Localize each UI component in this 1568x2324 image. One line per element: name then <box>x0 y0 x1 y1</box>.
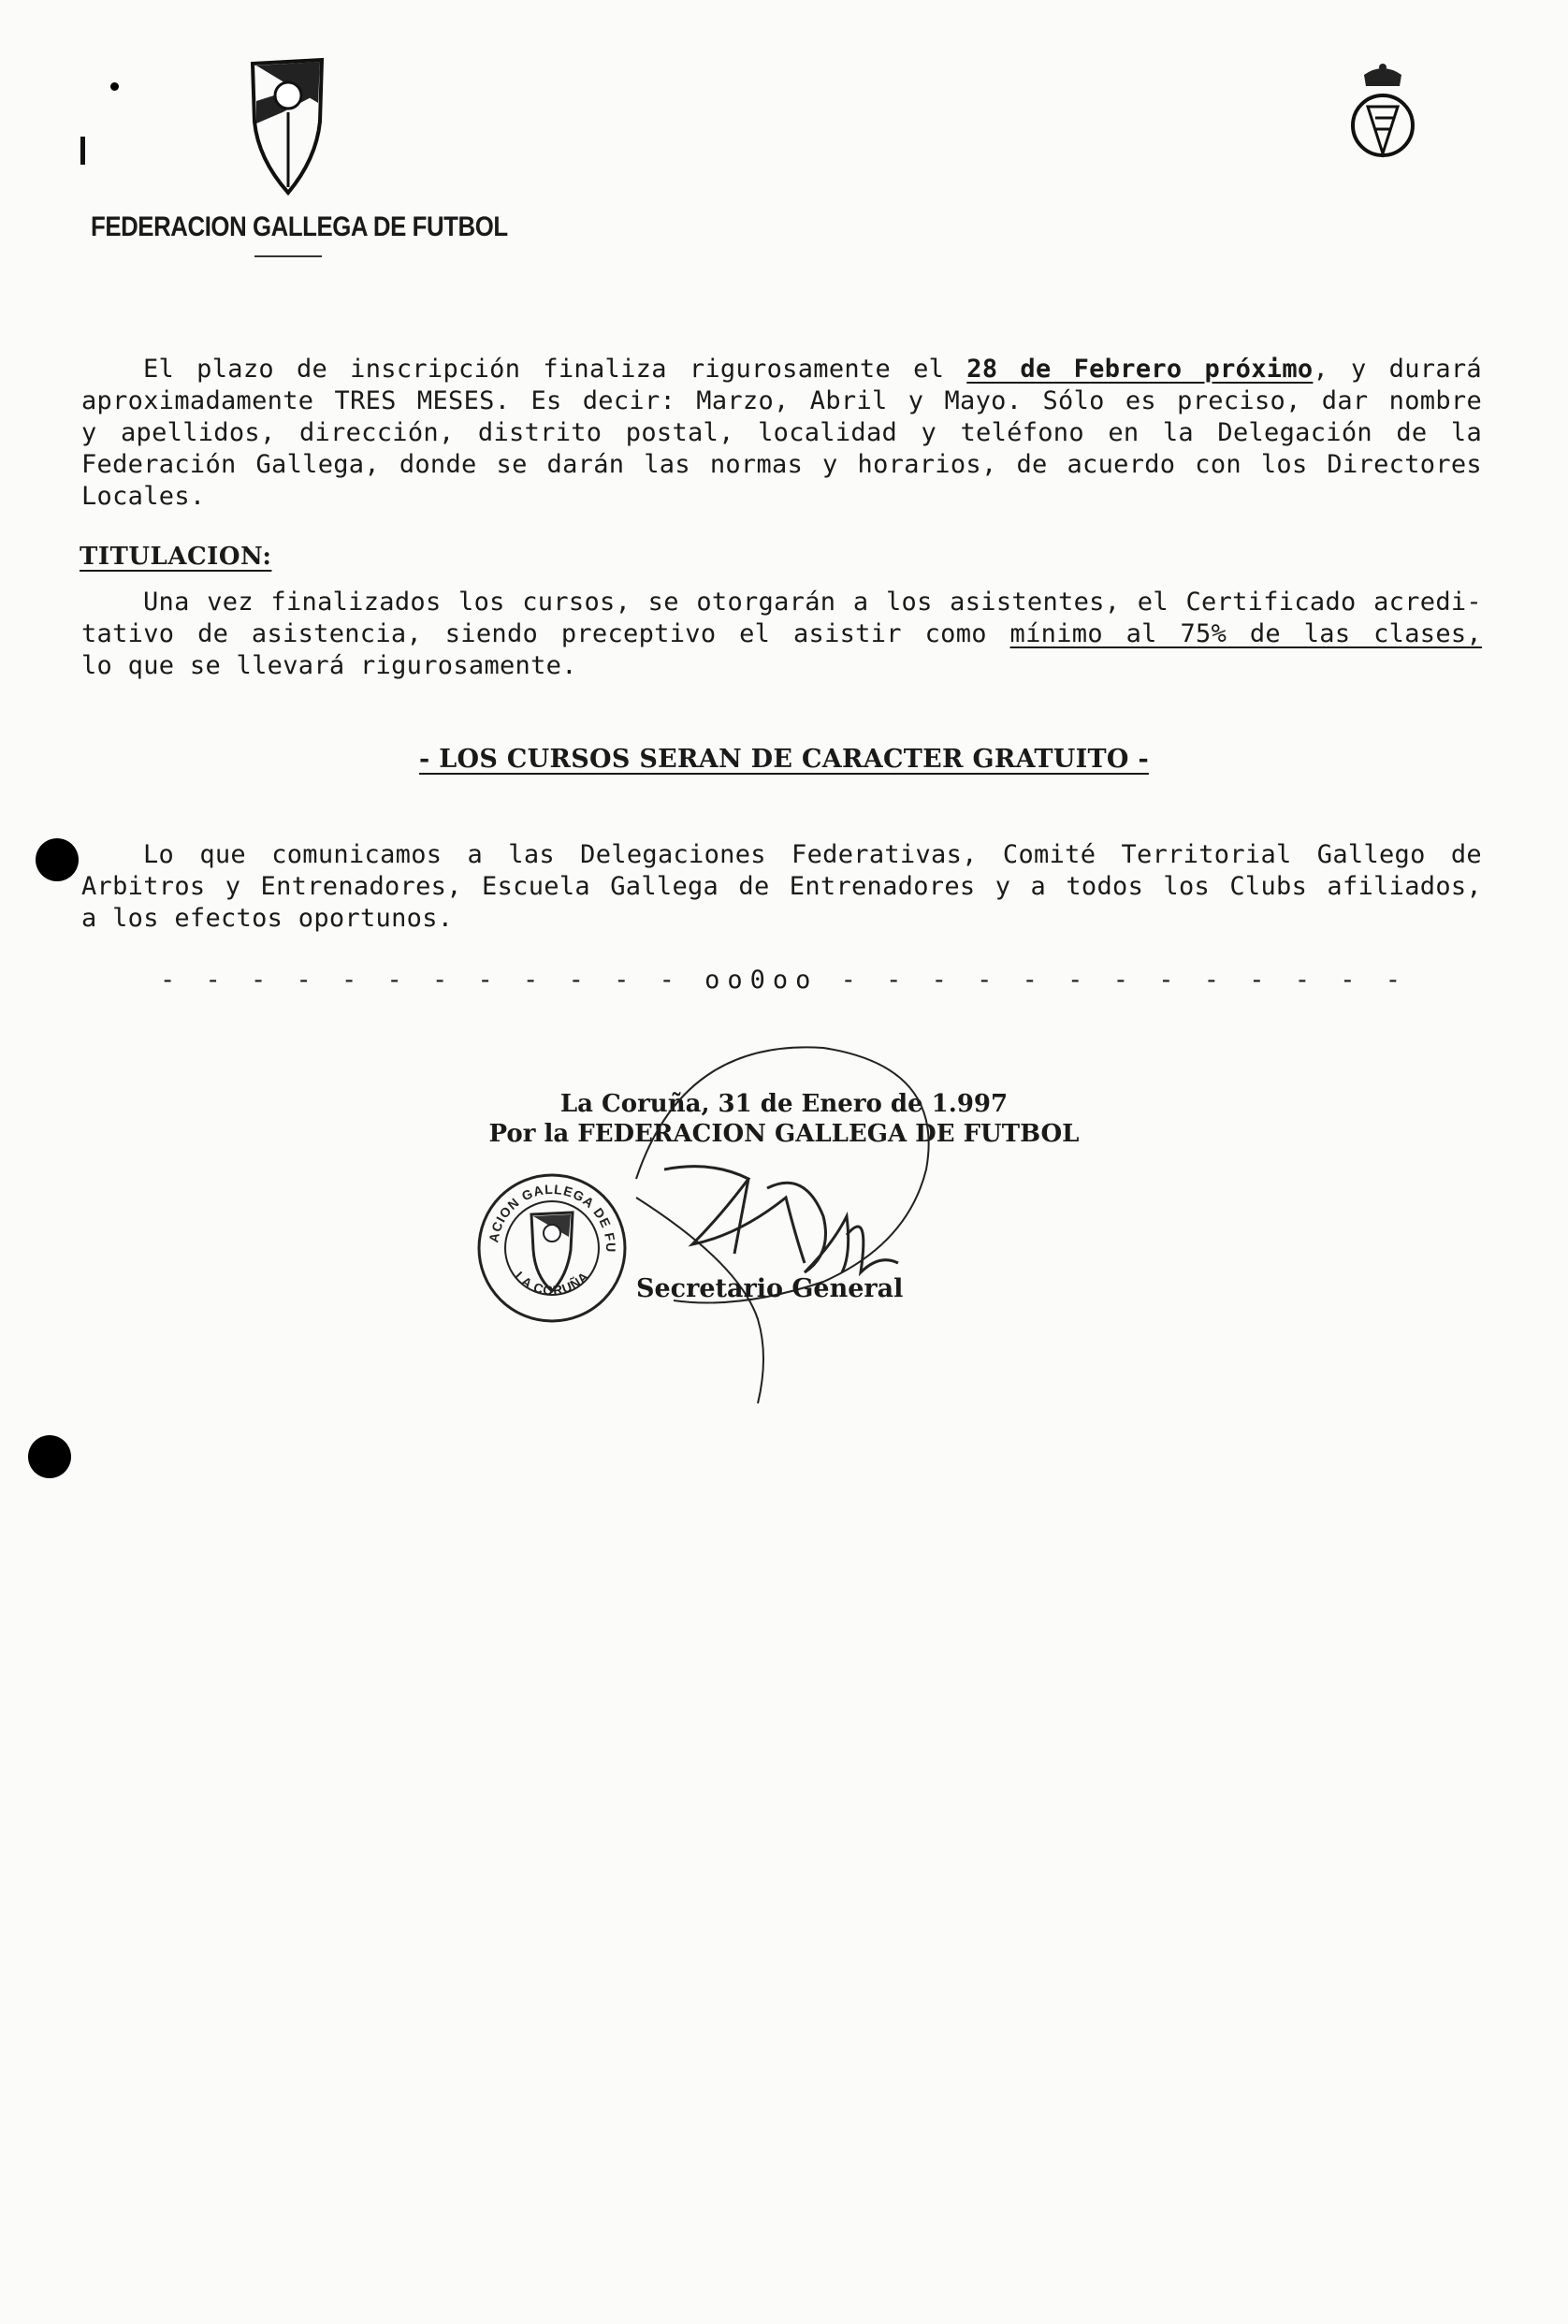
paragraph-line: a los efectos oportunos. <box>81 904 454 933</box>
organization-underline <box>254 255 322 257</box>
paragraph-line: Una vez finalizados los cursos, se otorgarán a los asistentes, el Certificado acredi- <box>143 588 1482 617</box>
separator: - - - - - - - - - - - - oo0oo - - - - - - - - - - - - - <box>159 966 1409 995</box>
royal-spanish-federation-crest-icon <box>1347 62 1418 165</box>
stamp-bottom-text: LA CORUÑA <box>512 1268 592 1299</box>
paragraph-line: Locales. <box>81 482 206 511</box>
gallega-federation-shield-icon <box>245 56 329 196</box>
attendance-requirement: mínimo al 75% de las clases, <box>1009 619 1482 648</box>
paragraph-line: Federación Gallega, donde se darán las normas y horarios, de acuerdo con los Directores <box>81 450 1482 479</box>
free-courses-notice: - LOS CURSOS SERAN DE CARACTER GRATUITO - <box>419 745 1149 774</box>
signature-scribble <box>524 1029 954 1413</box>
deadline-date: 28 de Febrero próximo <box>966 355 1314 384</box>
punch-hole <box>28 1435 71 1478</box>
signatory-role: Secretario General <box>636 1274 904 1303</box>
paragraph-line: Arbitros y Entrenadores, Escuela Gallega de Entrenadores y a todos los Clubs afiliados, <box>81 872 1482 901</box>
paragraph-line: aproximadamente TRES MESES. Es decir: Marzo, Abril y Mayo. Sólo es preciso, dar nombre <box>81 386 1482 415</box>
titulacion-heading: TITULACION: <box>80 543 272 571</box>
left-logo <box>245 56 329 196</box>
organization-name: FEDERACION GALLEGA DE FUTBOL <box>91 211 508 242</box>
paragraph-line: y apellidos, dirección, distrito postal, localidad y teléfono en la Delegación de la <box>81 418 1482 447</box>
stamp-top-text: ACION GALLEGA DE FU <box>486 1181 619 1254</box>
scan-mark <box>80 137 85 165</box>
paragraph-line: El plazo de inscripción finaliza rigurosamente el 28 de Febrero próximo, y durará <box>143 355 1482 384</box>
paragraph-line: lo que se llevará rigurosamente. <box>81 651 577 680</box>
punch-hole <box>36 838 79 881</box>
right-logo <box>1347 62 1418 165</box>
on-behalf-line: Por la FEDERACION GALLEGA DE FUTBOL <box>488 1120 1080 1148</box>
registration-paragraph <box>81 354 1482 513</box>
communication-paragraph <box>81 839 1482 935</box>
titulacion-paragraph <box>81 587 1482 682</box>
place-date: La Coruña, 31 de Enero de 1.997 <box>559 1090 1009 1118</box>
paragraph-line: tativo de asistencia, siendo preceptivo el asistir como mínimo al 75% de las clases, <box>81 619 1482 648</box>
handwritten-signature <box>524 1029 954 1413</box>
scan-speck <box>110 82 119 91</box>
paragraph-line: Lo que comunicamos a las Delegaciones Federativas, Comité Territorial Gallego de <box>143 840 1482 869</box>
